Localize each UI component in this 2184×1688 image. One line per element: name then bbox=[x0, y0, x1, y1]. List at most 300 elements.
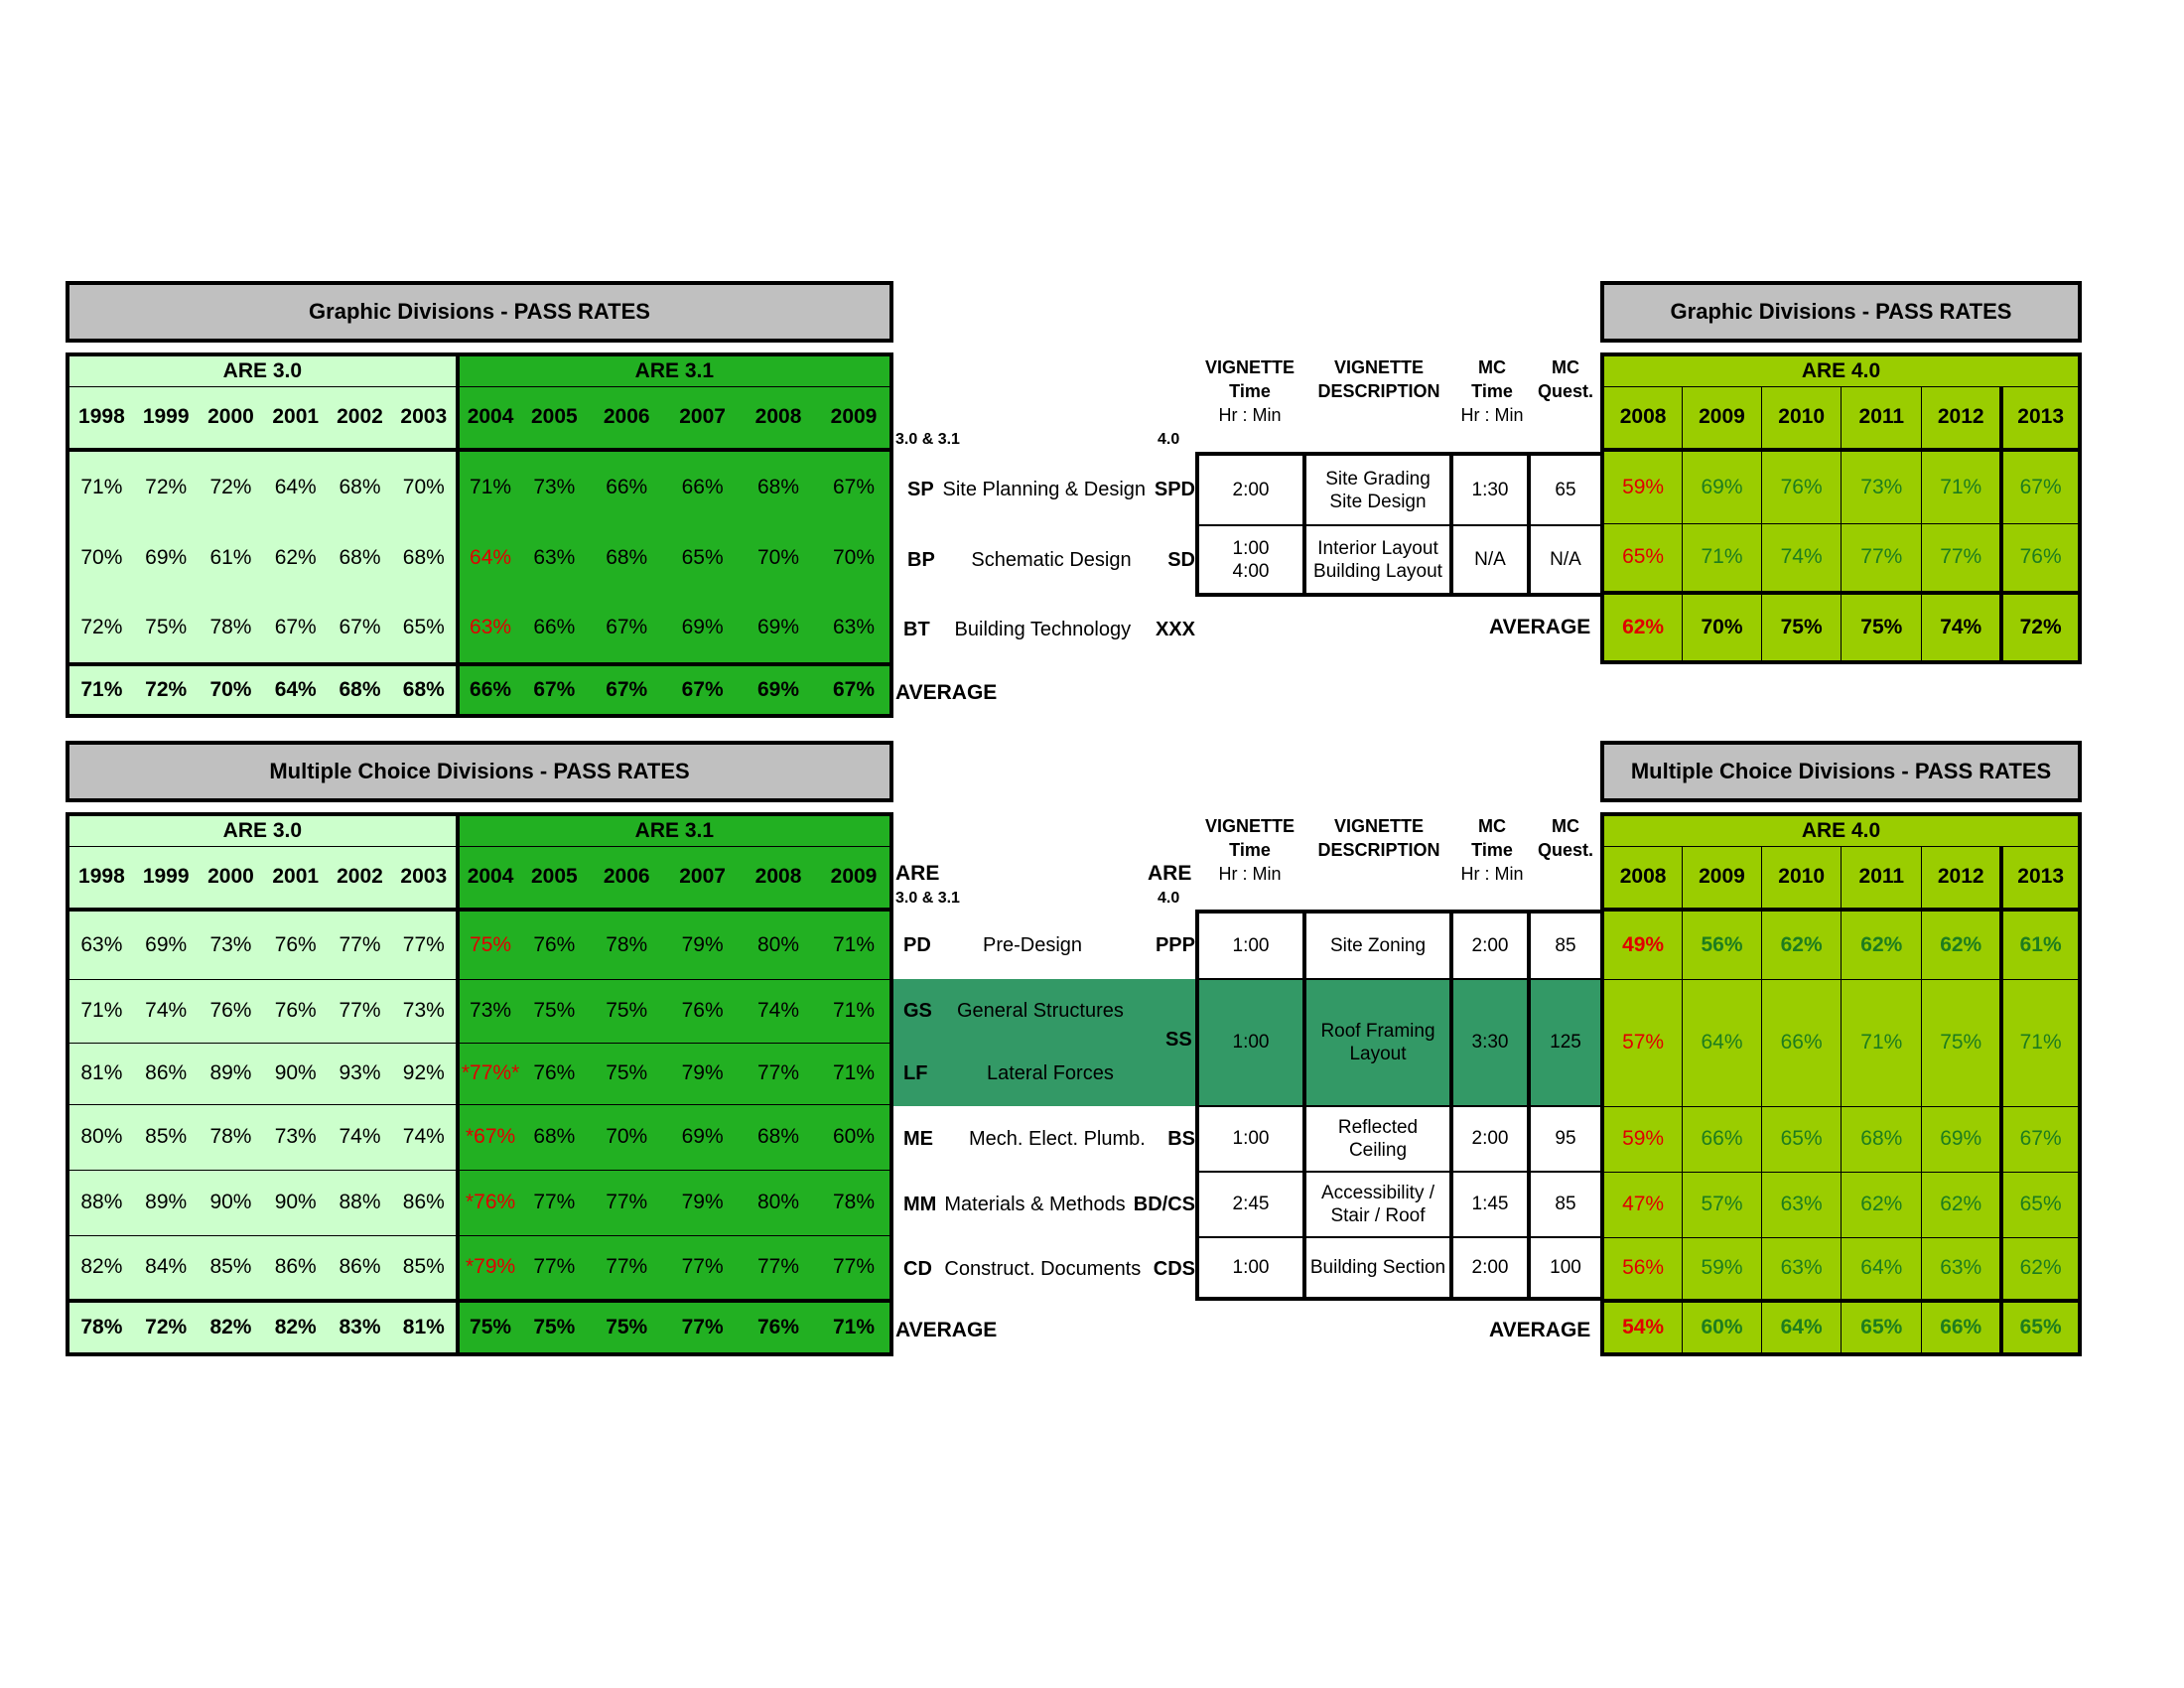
cell: 90% bbox=[199, 1170, 264, 1235]
avg-cell: 67% bbox=[521, 666, 587, 716]
cell: *76% bbox=[458, 1170, 522, 1235]
division-name: Mech. Elect. Plumb. bbox=[969, 1127, 1146, 1150]
cell: 76% bbox=[263, 979, 328, 1043]
are30-header: ARE 3.0 bbox=[68, 354, 458, 386]
cell: 61% bbox=[199, 523, 264, 593]
division-name: Lateral Forces bbox=[987, 1061, 1114, 1084]
cell: 90% bbox=[263, 1043, 328, 1104]
cell: 66% bbox=[521, 593, 587, 662]
cell: 65% bbox=[2001, 1172, 2080, 1237]
mc-title-left bbox=[66, 741, 893, 802]
year-cell: 2004 bbox=[458, 846, 522, 908]
division-mech-elect bbox=[903, 1106, 1195, 1172]
cell: 66% bbox=[587, 452, 666, 523]
code-new: SD bbox=[1167, 548, 1195, 571]
vig-desc-line: Site Design bbox=[1329, 491, 1427, 512]
cell: 76% bbox=[666, 979, 739, 1043]
cell: 89% bbox=[134, 1170, 199, 1235]
cell: 77% bbox=[1922, 523, 2002, 593]
cell: 77% bbox=[587, 1235, 666, 1299]
hdr-line: Quest. bbox=[1537, 381, 1593, 401]
sub-label-right: 4.0 bbox=[1158, 431, 1180, 448]
cell: 74% bbox=[134, 979, 199, 1043]
table-row bbox=[1197, 1106, 1602, 1172]
vig-time-line: 4:00 bbox=[1232, 560, 1270, 582]
code-old: BP bbox=[907, 548, 935, 571]
cell: 71% bbox=[68, 452, 134, 523]
graphic-title-left-text: Graphic Divisions - PASS RATES bbox=[309, 299, 650, 324]
graphic-info-table bbox=[1195, 452, 1604, 597]
table-row bbox=[1197, 1172, 1602, 1237]
cell: *79% bbox=[458, 1235, 522, 1299]
year-cell: 2009 bbox=[818, 386, 891, 448]
division-name: Construct. Documents bbox=[944, 1257, 1142, 1280]
cell: 69% bbox=[666, 1104, 739, 1170]
vig-time bbox=[1197, 525, 1304, 595]
average-row bbox=[1602, 593, 2080, 662]
cell: 67% bbox=[2001, 1106, 2080, 1172]
cell: 76% bbox=[2001, 523, 2080, 593]
division-name: Materials & Methods bbox=[944, 1193, 1126, 1215]
hdr-mc-quest bbox=[1531, 814, 1600, 862]
mc-quest: 125 bbox=[1550, 1032, 1581, 1053]
year-cell: 2011 bbox=[1842, 846, 1922, 908]
cell: 78% bbox=[818, 1170, 891, 1235]
cell: 89% bbox=[199, 1043, 264, 1104]
vig-time: 1:00 bbox=[1197, 912, 1304, 979]
avg-cell: 68% bbox=[328, 666, 392, 716]
cell: 71% bbox=[818, 912, 891, 979]
table-row bbox=[1602, 979, 2080, 1106]
hdr-line: Quest. bbox=[1537, 840, 1593, 860]
division-building-tech bbox=[903, 595, 1195, 664]
cell: 62% bbox=[1922, 912, 2002, 979]
cell: 62% bbox=[1842, 912, 1922, 979]
year-cell: 2003 bbox=[392, 846, 458, 908]
avg-cell: 67% bbox=[666, 666, 739, 716]
cell: 69% bbox=[1922, 1106, 2002, 1172]
year-header-row bbox=[68, 846, 891, 908]
cell: 67% bbox=[587, 593, 666, 662]
vig-desc bbox=[1304, 979, 1451, 1106]
mc-time: 3:30 bbox=[1451, 979, 1529, 1106]
code-old: SP bbox=[907, 478, 934, 500]
cell: 71% bbox=[1922, 452, 2002, 523]
avg-cell: 72% bbox=[2001, 593, 2080, 662]
avg-cell: 75% bbox=[587, 1303, 666, 1354]
year-cell: 2008 bbox=[1602, 386, 1683, 448]
hdr-mc-time bbox=[1453, 355, 1531, 427]
avg-cell: 67% bbox=[818, 666, 891, 716]
avg-cell: 67% bbox=[587, 666, 666, 716]
code-new: XXX bbox=[1155, 618, 1195, 640]
avg-cell: 70% bbox=[199, 666, 264, 716]
avg-cell: 66% bbox=[458, 666, 522, 716]
year-cell: 1998 bbox=[68, 846, 134, 908]
cell: 77% bbox=[666, 1235, 739, 1299]
hdr-line: DESCRIPTION bbox=[1317, 381, 1440, 401]
cell: 75% bbox=[1922, 979, 2002, 1106]
avg-cell: 60% bbox=[1683, 1303, 1762, 1354]
avg-cell: 78% bbox=[68, 1303, 134, 1354]
division-name: Site Planning & Design bbox=[942, 478, 1147, 500]
cell: 68% bbox=[328, 452, 392, 523]
cell: 73% bbox=[521, 452, 587, 523]
cell: 77% bbox=[818, 1235, 891, 1299]
year-cell: 2002 bbox=[328, 386, 392, 448]
avg-cell: 66% bbox=[1922, 1303, 2002, 1354]
cell: 79% bbox=[666, 1170, 739, 1235]
cell: 76% bbox=[1761, 452, 1842, 523]
hdr-line: VIGNETTE bbox=[1333, 816, 1424, 836]
avg-cell: 81% bbox=[392, 1303, 458, 1354]
cell: 76% bbox=[199, 979, 264, 1043]
cell: 56% bbox=[1683, 912, 1762, 979]
year-header-row bbox=[1602, 846, 2080, 908]
cell: 59% bbox=[1602, 452, 1683, 523]
cell: 74% bbox=[739, 979, 818, 1043]
cell: 65% bbox=[666, 523, 739, 593]
vig-desc bbox=[1304, 1172, 1451, 1237]
cell: 86% bbox=[328, 1235, 392, 1299]
cell: 72% bbox=[134, 452, 199, 523]
table-row bbox=[1602, 912, 2080, 979]
year-cell: 2013 bbox=[2001, 386, 2080, 448]
year-cell: 2005 bbox=[521, 846, 587, 908]
vig-desc bbox=[1304, 525, 1451, 595]
code-old: BT bbox=[903, 618, 930, 640]
vig-desc: Site Zoning bbox=[1304, 912, 1451, 979]
cell: 88% bbox=[328, 1170, 392, 1235]
cell: 71% bbox=[1683, 523, 1762, 593]
cell: 80% bbox=[739, 1170, 818, 1235]
vig-time: 1:00 bbox=[1197, 1237, 1304, 1299]
cell: 77% bbox=[587, 1170, 666, 1235]
average-label-left: AVERAGE bbox=[895, 1319, 998, 1341]
cell: 67% bbox=[2001, 452, 2080, 523]
cell: 80% bbox=[739, 912, 818, 979]
sub-label-right: 4.0 bbox=[1158, 890, 1180, 907]
cell: 75% bbox=[458, 912, 522, 979]
cell: 82% bbox=[68, 1235, 134, 1299]
cell: *77%* bbox=[458, 1043, 522, 1104]
cell: 75% bbox=[587, 979, 666, 1043]
cell: 77% bbox=[521, 1235, 587, 1299]
year-cell: 2002 bbox=[328, 846, 392, 908]
cell: 68% bbox=[392, 523, 458, 593]
division-site-planning bbox=[907, 454, 1195, 525]
table-row bbox=[1197, 1237, 1602, 1299]
year-cell: 2008 bbox=[739, 386, 818, 448]
mc-quest: 100 bbox=[1550, 1256, 1581, 1278]
table-row bbox=[1602, 1237, 2080, 1299]
table-row bbox=[1602, 1172, 2080, 1237]
cell: 59% bbox=[1683, 1237, 1762, 1299]
vig-desc-line: Reflected bbox=[1337, 1117, 1419, 1138]
code-old: CD bbox=[903, 1257, 932, 1280]
vig-desc bbox=[1304, 454, 1451, 525]
table-row bbox=[1602, 1106, 2080, 1172]
vig-time: 1:00 bbox=[1197, 1106, 1304, 1172]
code-new: BS bbox=[1167, 1127, 1195, 1150]
cell: 63% bbox=[1922, 1237, 2002, 1299]
cell: 75% bbox=[521, 979, 587, 1043]
table-row bbox=[68, 452, 891, 523]
avg-cell: 65% bbox=[1842, 1303, 1922, 1354]
avg-cell: 82% bbox=[199, 1303, 264, 1354]
cell: 73% bbox=[392, 979, 458, 1043]
cell: 62% bbox=[2001, 1237, 2080, 1299]
year-cell: 2009 bbox=[1683, 386, 1762, 448]
cell: 57% bbox=[1602, 979, 1683, 1106]
avg-cell: 62% bbox=[1602, 593, 1683, 662]
mc-quest: 65 bbox=[1555, 479, 1576, 500]
avg-cell: 75% bbox=[1761, 593, 1842, 662]
cell: 77% bbox=[739, 1043, 818, 1104]
cell: 72% bbox=[199, 452, 264, 523]
cell: 71% bbox=[818, 1043, 891, 1104]
division-pre-design bbox=[903, 912, 1195, 979]
avg-cell: 72% bbox=[134, 1303, 199, 1354]
cell: 56% bbox=[1602, 1237, 1683, 1299]
year-cell: 2008 bbox=[739, 846, 818, 908]
cell: 77% bbox=[521, 1170, 587, 1235]
mc-title-right-text: Multiple Choice Divisions - PASS RATES bbox=[1630, 759, 2052, 783]
cell: 77% bbox=[328, 912, 392, 979]
sub-label-left: 3.0 & 3.1 bbox=[895, 431, 960, 448]
year-cell: 2010 bbox=[1761, 846, 1842, 908]
vig-desc-line: Layout bbox=[1349, 1044, 1407, 1064]
division-name: General Structures bbox=[957, 999, 1124, 1022]
cell: 86% bbox=[263, 1235, 328, 1299]
avg-cell: 75% bbox=[521, 1303, 587, 1354]
cell: 77% bbox=[328, 979, 392, 1043]
year-cell: 2006 bbox=[587, 386, 666, 448]
hdr-vignette-desc bbox=[1304, 814, 1453, 862]
avg-cell: 69% bbox=[739, 666, 818, 716]
code-old: GS bbox=[903, 999, 932, 1022]
cell: 62% bbox=[1922, 1172, 2002, 1237]
hdr-line: MC bbox=[1478, 357, 1506, 377]
cell: 63% bbox=[521, 523, 587, 593]
cell: 85% bbox=[134, 1104, 199, 1170]
year-cell: 2000 bbox=[199, 846, 264, 908]
vig-time: 2:00 bbox=[1197, 454, 1304, 525]
table-row bbox=[68, 979, 891, 1043]
hdr-mc-quest bbox=[1531, 355, 1600, 403]
sub-label-left: 3.0 & 3.1 bbox=[895, 890, 960, 907]
cell: 73% bbox=[458, 979, 522, 1043]
year-cell: 1998 bbox=[68, 386, 134, 448]
cell: 65% bbox=[1602, 523, 1683, 593]
vig-desc-line: Site Grading bbox=[1325, 468, 1431, 490]
mc-quest: 95 bbox=[1555, 1128, 1576, 1149]
cell: 68% bbox=[739, 452, 818, 523]
cell: 81% bbox=[68, 1043, 134, 1104]
cell: 77% bbox=[392, 912, 458, 979]
cell: 74% bbox=[392, 1104, 458, 1170]
hdr-line: MC bbox=[1552, 357, 1579, 377]
cell: 69% bbox=[134, 523, 199, 593]
year-cell: 1999 bbox=[134, 846, 199, 908]
mc-time: 1:45 bbox=[1451, 1172, 1529, 1237]
avg-cell: 82% bbox=[263, 1303, 328, 1354]
mc-quest: 85 bbox=[1555, 934, 1576, 956]
code-new: SPD bbox=[1154, 478, 1195, 500]
year-cell: 2000 bbox=[199, 386, 264, 448]
cell: 77% bbox=[1842, 523, 1922, 593]
vig-desc-line: Ceiling bbox=[1348, 1140, 1408, 1161]
cell: 70% bbox=[587, 1104, 666, 1170]
mc-time: 2:00 bbox=[1451, 912, 1529, 979]
hdr-vignette-time bbox=[1195, 814, 1304, 886]
cell: 70% bbox=[392, 452, 458, 523]
cell: 69% bbox=[739, 593, 818, 662]
cell: 75% bbox=[134, 593, 199, 662]
vig-desc-line: Roof Framing bbox=[1320, 1021, 1435, 1042]
average-row bbox=[1602, 1303, 2080, 1354]
cell: 70% bbox=[818, 523, 891, 593]
year-cell: 2012 bbox=[1922, 846, 2002, 908]
avg-cell: 75% bbox=[1842, 593, 1922, 662]
cell: 66% bbox=[1683, 1106, 1762, 1172]
vig-time: 1:00 bbox=[1197, 979, 1304, 1106]
hdr-line: Time bbox=[1229, 381, 1271, 401]
mc-time: 2:00 bbox=[1451, 1106, 1529, 1172]
cell: 77% bbox=[739, 1235, 818, 1299]
table-row bbox=[1197, 454, 1602, 525]
hdr-line: MC bbox=[1552, 816, 1579, 836]
cell: 68% bbox=[587, 523, 666, 593]
cell: 60% bbox=[818, 1104, 891, 1170]
cell: 78% bbox=[199, 593, 264, 662]
mc-title-right bbox=[1600, 741, 2082, 802]
code-new: CDS bbox=[1153, 1257, 1195, 1280]
cell: 72% bbox=[68, 593, 134, 662]
code-new: PPP bbox=[1155, 933, 1195, 956]
cell: 63% bbox=[458, 593, 522, 662]
mc-left-table bbox=[66, 812, 893, 1356]
cell: 71% bbox=[68, 979, 134, 1043]
cell: 63% bbox=[1761, 1237, 1842, 1299]
graphic-title-right bbox=[1600, 281, 2082, 343]
avg-cell: 74% bbox=[1922, 593, 2002, 662]
avg-cell: 72% bbox=[134, 666, 199, 716]
cell: 62% bbox=[1761, 912, 1842, 979]
cell: 80% bbox=[68, 1104, 134, 1170]
hdr-line: DESCRIPTION bbox=[1317, 840, 1440, 860]
hdr-line: Hr : Min bbox=[1460, 405, 1524, 425]
graphic-title-right-text: Graphic Divisions - PASS RATES bbox=[1670, 299, 2012, 324]
cell: 68% bbox=[521, 1104, 587, 1170]
avg-cell: 54% bbox=[1602, 1303, 1683, 1354]
hdr-mc-time bbox=[1453, 814, 1531, 886]
are40-header: ARE 4.0 bbox=[1602, 814, 2080, 846]
cell: 65% bbox=[1761, 1106, 1842, 1172]
vig-time-line: 1:00 bbox=[1232, 537, 1270, 559]
hdr-line: Time bbox=[1471, 840, 1513, 860]
vig-desc-line: Stair / Roof bbox=[1330, 1205, 1426, 1226]
division-general-structures bbox=[903, 979, 1195, 1043]
table-row bbox=[68, 523, 891, 593]
year-cell: 2007 bbox=[666, 846, 739, 908]
cell: 63% bbox=[68, 912, 134, 979]
year-cell: 2009 bbox=[818, 846, 891, 908]
mc-right-table bbox=[1600, 812, 2082, 1356]
cell: 68% bbox=[739, 1104, 818, 1170]
are31-header: ARE 3.1 bbox=[458, 814, 891, 846]
hdr-line: VIGNETTE bbox=[1204, 816, 1295, 836]
year-cell: 2003 bbox=[392, 386, 458, 448]
cell: 93% bbox=[328, 1043, 392, 1104]
are-label-left: ARE bbox=[895, 862, 940, 885]
cell: 66% bbox=[1761, 979, 1842, 1106]
cell: 69% bbox=[666, 593, 739, 662]
avg-cell: 64% bbox=[263, 666, 328, 716]
year-cell: 2013 bbox=[2001, 846, 2080, 908]
year-header-row bbox=[68, 386, 891, 448]
hdr-vignette-time bbox=[1195, 355, 1304, 427]
cell: 68% bbox=[1842, 1106, 1922, 1172]
cell: 47% bbox=[1602, 1172, 1683, 1237]
cell: 67% bbox=[818, 452, 891, 523]
cell: 84% bbox=[134, 1235, 199, 1299]
year-cell: 2009 bbox=[1683, 846, 1762, 908]
division-name: Pre-Design bbox=[983, 933, 1083, 956]
year-cell: 2012 bbox=[1922, 386, 2002, 448]
cell: 71% bbox=[2001, 979, 2080, 1106]
mc-time: 2:00 bbox=[1451, 1237, 1529, 1299]
table-row bbox=[68, 1043, 891, 1104]
cell: 67% bbox=[328, 593, 392, 662]
division-lateral-forces bbox=[903, 1043, 1195, 1104]
year-cell: 1999 bbox=[134, 386, 199, 448]
cell: *67% bbox=[458, 1104, 522, 1170]
code-old: ME bbox=[903, 1127, 933, 1150]
avg-cell: 68% bbox=[392, 666, 458, 716]
cell: 69% bbox=[134, 912, 199, 979]
cell: 63% bbox=[1761, 1172, 1842, 1237]
cell: 62% bbox=[1842, 1172, 1922, 1237]
table-row bbox=[1602, 452, 2080, 523]
cell: 79% bbox=[666, 1043, 739, 1104]
cell: 92% bbox=[392, 1043, 458, 1104]
hdr-line: VIGNETTE bbox=[1204, 357, 1295, 377]
cell: 73% bbox=[199, 912, 264, 979]
avg-cell: 83% bbox=[328, 1303, 392, 1354]
table-row bbox=[68, 1235, 891, 1299]
cell: 73% bbox=[1842, 452, 1922, 523]
cell: 78% bbox=[587, 912, 666, 979]
division-name: Building Technology bbox=[954, 618, 1132, 640]
avg-cell: 70% bbox=[1683, 593, 1762, 662]
cell: 62% bbox=[263, 523, 328, 593]
table-row bbox=[1602, 523, 2080, 593]
table-row bbox=[68, 1104, 891, 1170]
cell: 90% bbox=[263, 1170, 328, 1235]
cell: 76% bbox=[521, 1043, 587, 1104]
code-new: BD/CS bbox=[1133, 1193, 1195, 1215]
year-cell: 2004 bbox=[458, 386, 522, 448]
are30-header: ARE 3.0 bbox=[68, 814, 458, 846]
cell: 68% bbox=[328, 523, 392, 593]
hdr-line: Hr : Min bbox=[1218, 405, 1282, 425]
cell: 70% bbox=[68, 523, 134, 593]
average-label-right: AVERAGE bbox=[1489, 616, 1591, 638]
cell: 86% bbox=[392, 1170, 458, 1235]
cell: 64% bbox=[263, 452, 328, 523]
vig-desc-line: Accessibility / bbox=[1320, 1183, 1435, 1203]
